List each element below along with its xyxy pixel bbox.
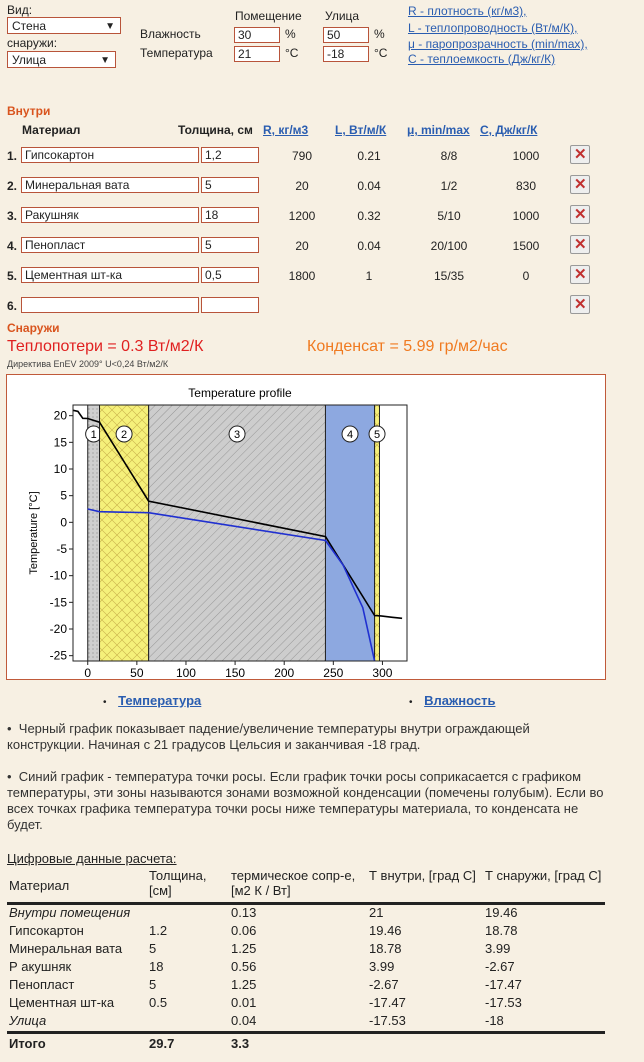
y-tick-label: -5: [56, 542, 67, 556]
x-tick-label: 300: [372, 666, 393, 679]
layer-pattern: [88, 405, 100, 661]
row-temp-inside: -2.67: [369, 977, 399, 992]
layer-number: 1.: [7, 149, 18, 163]
col-density-header[interactable]: R, кг/м3: [263, 123, 309, 137]
legend-link-density[interactable]: R - плотность (кг/м3),: [408, 4, 527, 18]
row-temp-outside: -17.53: [485, 995, 522, 1010]
table-row: [7, 923, 605, 941]
layer-density: 1800: [288, 269, 316, 283]
room-column-label: Помещение: [235, 9, 302, 23]
layer-number-label: 1: [90, 429, 97, 441]
layer-vapor: 5/10: [437, 209, 461, 223]
results-table: [7, 868, 605, 1054]
outside-type-value: Улица: [12, 53, 47, 67]
close-icon: ✕: [574, 236, 587, 253]
col-material-header: Материал: [22, 123, 81, 137]
layer-thickness-input[interactable]: [201, 297, 259, 313]
layer-conductivity: 0.21: [357, 149, 381, 163]
row-temp-inside: -17.47: [369, 995, 406, 1010]
row-temp-inside: 19.46: [369, 923, 402, 938]
header-material: Материал: [9, 877, 70, 893]
row-resistance: 0.56: [231, 959, 257, 974]
delete-layer-button[interactable]: [570, 265, 590, 284]
percent-unit: %: [374, 27, 385, 41]
layer-density: 1200: [288, 209, 316, 223]
close-icon: ✕: [574, 176, 587, 193]
layer-heat-capacity: 830: [515, 179, 537, 193]
close-icon: ✕: [574, 206, 587, 223]
bullet-icon: •: [409, 697, 413, 708]
x-tick-label: 100: [175, 666, 196, 679]
row-resistance: 0.13: [231, 905, 257, 920]
x-tick-label: 150: [225, 666, 246, 679]
layer-thickness-input[interactable]: 1,2: [201, 147, 259, 163]
layer-pattern: [149, 405, 326, 661]
layer-heat-capacity: 1500: [512, 239, 540, 253]
bullet-icon: •: [7, 721, 19, 736]
layer-vapor: 8/8: [440, 149, 458, 163]
layer-number: 4.: [7, 239, 18, 253]
chevron-down-icon: ▼: [100, 55, 110, 66]
temperature-label: Температура: [140, 46, 213, 60]
wall-type-select[interactable]: [7, 17, 121, 34]
chevron-down-icon: ▼: [105, 21, 115, 32]
table-row: [7, 995, 605, 1013]
x-tick-label: 50: [130, 666, 144, 679]
layer-density: 790: [291, 149, 313, 163]
layer-vapor: 1/2: [440, 179, 458, 193]
close-icon: ✕: [574, 296, 587, 313]
header-temp-inside: Т внутри, [град С]: [369, 868, 476, 883]
delete-layer-button[interactable]: [570, 205, 590, 224]
note-blue-text: Синий график - температура точки росы. Если график точки росы соприкасается с графиком температуры, эти зоны называются зонами возможной конденсации (помечены голубым). Если во всех точках графика температура точки росы ниже температуры материала, то конденсата не будет.: [7, 769, 604, 832]
temperature-outside-input[interactable]: -18: [323, 46, 369, 62]
layer-vapor: 20/100: [430, 239, 468, 253]
layer-pattern: [100, 405, 149, 661]
row-temp-outside: -18: [485, 1013, 504, 1028]
row-thickness: [147, 1013, 229, 1033]
layer-conductivity: 1: [365, 269, 373, 283]
layer-number-label: 3: [233, 429, 241, 441]
row-thickness: 18: [149, 959, 164, 974]
condensate-result: Конденсат = 5.99 гр/м2/час: [307, 338, 508, 355]
humidity-outside-input[interactable]: 50: [323, 27, 369, 43]
humidity-inside-input[interactable]: 30: [234, 27, 280, 43]
wall-type-value: Стена: [12, 19, 47, 33]
layer-heat-capacity: 1000: [512, 149, 540, 163]
layer-number: 6.: [7, 299, 18, 313]
layer-conductivity: 0.32: [357, 209, 381, 223]
layer-vapor: 15/35: [433, 269, 465, 283]
delete-layer-button[interactable]: [570, 235, 590, 254]
row-resistance: 1.25: [231, 941, 257, 956]
plot-margin: [7, 662, 605, 679]
layer-heat-capacity: 1000: [512, 209, 540, 223]
layer-thickness-input[interactable]: 0,5: [201, 267, 259, 283]
layer-number: 3.: [7, 209, 18, 223]
row-temp-inside: 18.78: [369, 941, 402, 956]
tab-temperature-label[interactable]: Температура: [118, 693, 202, 708]
layer-number-label: 5: [373, 429, 381, 441]
layer-material-input[interactable]: Ракушняк: [21, 207, 199, 223]
y-tick-label: -10: [49, 568, 67, 583]
layer-conductivity: 0.04: [357, 179, 381, 193]
inside-title: Внутри: [7, 104, 51, 118]
legend-link-vapor[interactable]: μ - паропрозрачность (min/max),: [408, 37, 588, 51]
table-row: [7, 977, 605, 995]
layer-density: 20: [295, 239, 309, 253]
note-blue-graph: [7, 769, 605, 833]
y-tick-label: -15: [49, 595, 67, 610]
vid-label: Вид:: [7, 3, 33, 17]
row-material: Внутри помещения: [9, 905, 131, 920]
layer-band: [325, 405, 374, 661]
close-icon: ✕: [574, 146, 587, 163]
percent-unit: %: [285, 27, 296, 41]
row-material: Цементная шт-ка: [9, 995, 115, 1010]
y-tick-label: 20: [53, 408, 67, 423]
layer-thickness-input[interactable]: 5: [201, 177, 259, 193]
temperature-profile-chart: [7, 375, 605, 679]
header-temp-outside: Т снаружи, [град С]: [485, 868, 602, 883]
delete-layer-button[interactable]: [570, 295, 590, 314]
total-resistance: 3.3: [231, 1036, 250, 1051]
row-resistance: 0.04: [231, 1013, 257, 1028]
x-tick-label: 250: [323, 666, 344, 679]
outside-type-select[interactable]: [7, 51, 116, 68]
y-tick-label: -20: [49, 622, 67, 636]
table-row: [7, 1013, 605, 1033]
row-temp-outside: 3.99: [485, 941, 511, 956]
row-temp-inside: -17.53: [369, 1013, 406, 1028]
bullet-icon: •: [103, 697, 107, 708]
layer-material-input[interactable]: Цементная шт-ка: [21, 267, 199, 283]
layer-number: 2.: [7, 179, 18, 193]
row-resistance: 0.01: [231, 995, 257, 1010]
note-black-graph: [7, 721, 597, 753]
bullet-icon: •: [7, 769, 19, 784]
delete-layer-button[interactable]: [570, 145, 590, 164]
celsius-unit: °C: [285, 46, 299, 60]
row-material: Минеральная вата: [9, 941, 123, 956]
y-tick-label: 10: [53, 462, 67, 476]
x-tick-label: 0: [84, 666, 92, 679]
table-caption: Цифровые данные расчета:: [7, 851, 177, 866]
chart-panel: [6, 374, 606, 680]
total-label: Итого: [9, 1036, 46, 1051]
y-tick-label: 15: [53, 435, 67, 450]
layer-material-input[interactable]: Пенопласт: [21, 237, 199, 253]
legend-link-heat-capacity[interactable]: C - теплоемкость (Дж/кг/К): [408, 52, 556, 66]
humidity-label: Влажность: [140, 27, 201, 41]
table-row: [7, 941, 605, 959]
row-material: Улица: [9, 1013, 47, 1028]
row-resistance: 0.06: [231, 923, 257, 938]
row-thickness: [147, 904, 229, 924]
row-material: Гипсокартон: [9, 923, 84, 938]
row-temp-outside: -2.67: [485, 959, 515, 974]
layer-material-input[interactable]: Минеральная вата: [21, 177, 199, 193]
layer-number: 5.: [7, 269, 18, 283]
close-icon: ✕: [574, 266, 587, 283]
layer-thickness-input[interactable]: 5: [201, 237, 259, 253]
layer-number-label: 2: [121, 429, 128, 441]
col-conductivity-header[interactable]: L, Вт/м/К: [335, 123, 387, 137]
table-row: [7, 959, 605, 977]
row-temp-inside: 3.99: [369, 959, 395, 974]
street-column-label: Улица: [325, 9, 360, 23]
row-thickness: 1.2: [149, 923, 168, 938]
layer-conductivity: 0.04: [357, 239, 381, 253]
layer-material-input[interactable]: [21, 297, 199, 313]
row-thickness: 0.5: [149, 995, 168, 1010]
y-tick-label: -25: [49, 648, 67, 663]
chart-title: Temperature profile: [188, 386, 292, 400]
row-temp-outside: 19.46: [485, 905, 518, 920]
delete-layer-button[interactable]: [570, 175, 590, 194]
tab-humidity[interactable]: [409, 693, 495, 708]
layer-density: 20: [295, 179, 309, 193]
tab-temperature[interactable]: [103, 693, 201, 708]
tab-humidity-label[interactable]: Влажность: [424, 693, 496, 708]
row-temp-outside: -17.47: [485, 977, 522, 992]
temperature-inside-input[interactable]: 21: [234, 46, 280, 62]
row-resistance: 1.25: [231, 977, 257, 992]
row-material: Пенопласт: [9, 977, 75, 992]
snaruzhi-label: снаружи:: [7, 36, 58, 50]
header-thickness: Толщина, [см]: [149, 868, 207, 898]
celsius-unit: °C: [374, 46, 388, 60]
layer-thickness-input[interactable]: 18: [201, 207, 259, 223]
directive-note: Директива EnEV 2009° U<0,24 Вт/м2/К: [7, 359, 169, 369]
heat-loss-result: Теплопотери = 0.3 Вт/м2/К: [7, 338, 204, 355]
layer-heat-capacity: 0: [522, 269, 530, 283]
x-tick-label: 200: [274, 666, 295, 679]
table-row: [7, 904, 605, 924]
layer-pattern: [375, 405, 380, 661]
header-resistance: термическое сопр-е, [м2 К / Вт]: [231, 868, 356, 898]
col-heat-capacity-header[interactable]: C, Дж/кг/К: [480, 123, 538, 137]
row-thickness: 5: [149, 941, 157, 956]
layer-material-input[interactable]: Гипсокартон: [21, 147, 199, 163]
row-thickness: 5: [149, 977, 157, 992]
note-black-text: Черный график показывает падение/увеличение температуры внутри ограждающей конструкции. Начиная с 21 градусов Цельсия и заканчивая -18 град.: [7, 721, 530, 752]
outside-title: Снаружи: [7, 321, 60, 335]
col-thickness-header: Толщина, см: [178, 123, 253, 137]
row-temp-inside: 21: [369, 905, 384, 920]
y-tick-label: 0: [60, 515, 67, 530]
total-thickness: 29.7: [149, 1036, 175, 1051]
y-axis-label: Temperature [°C]: [28, 491, 40, 575]
row-material: Р акушняк: [9, 959, 72, 974]
legend-link-conductivity[interactable]: L - теплопроводность (Вт/м/К),: [408, 21, 578, 35]
col-vapor-header[interactable]: μ, min/max: [407, 123, 470, 137]
y-tick-label: 5: [60, 488, 67, 503]
layer-number-label: 4: [346, 429, 354, 441]
row-temp-outside: 18.78: [485, 923, 518, 938]
